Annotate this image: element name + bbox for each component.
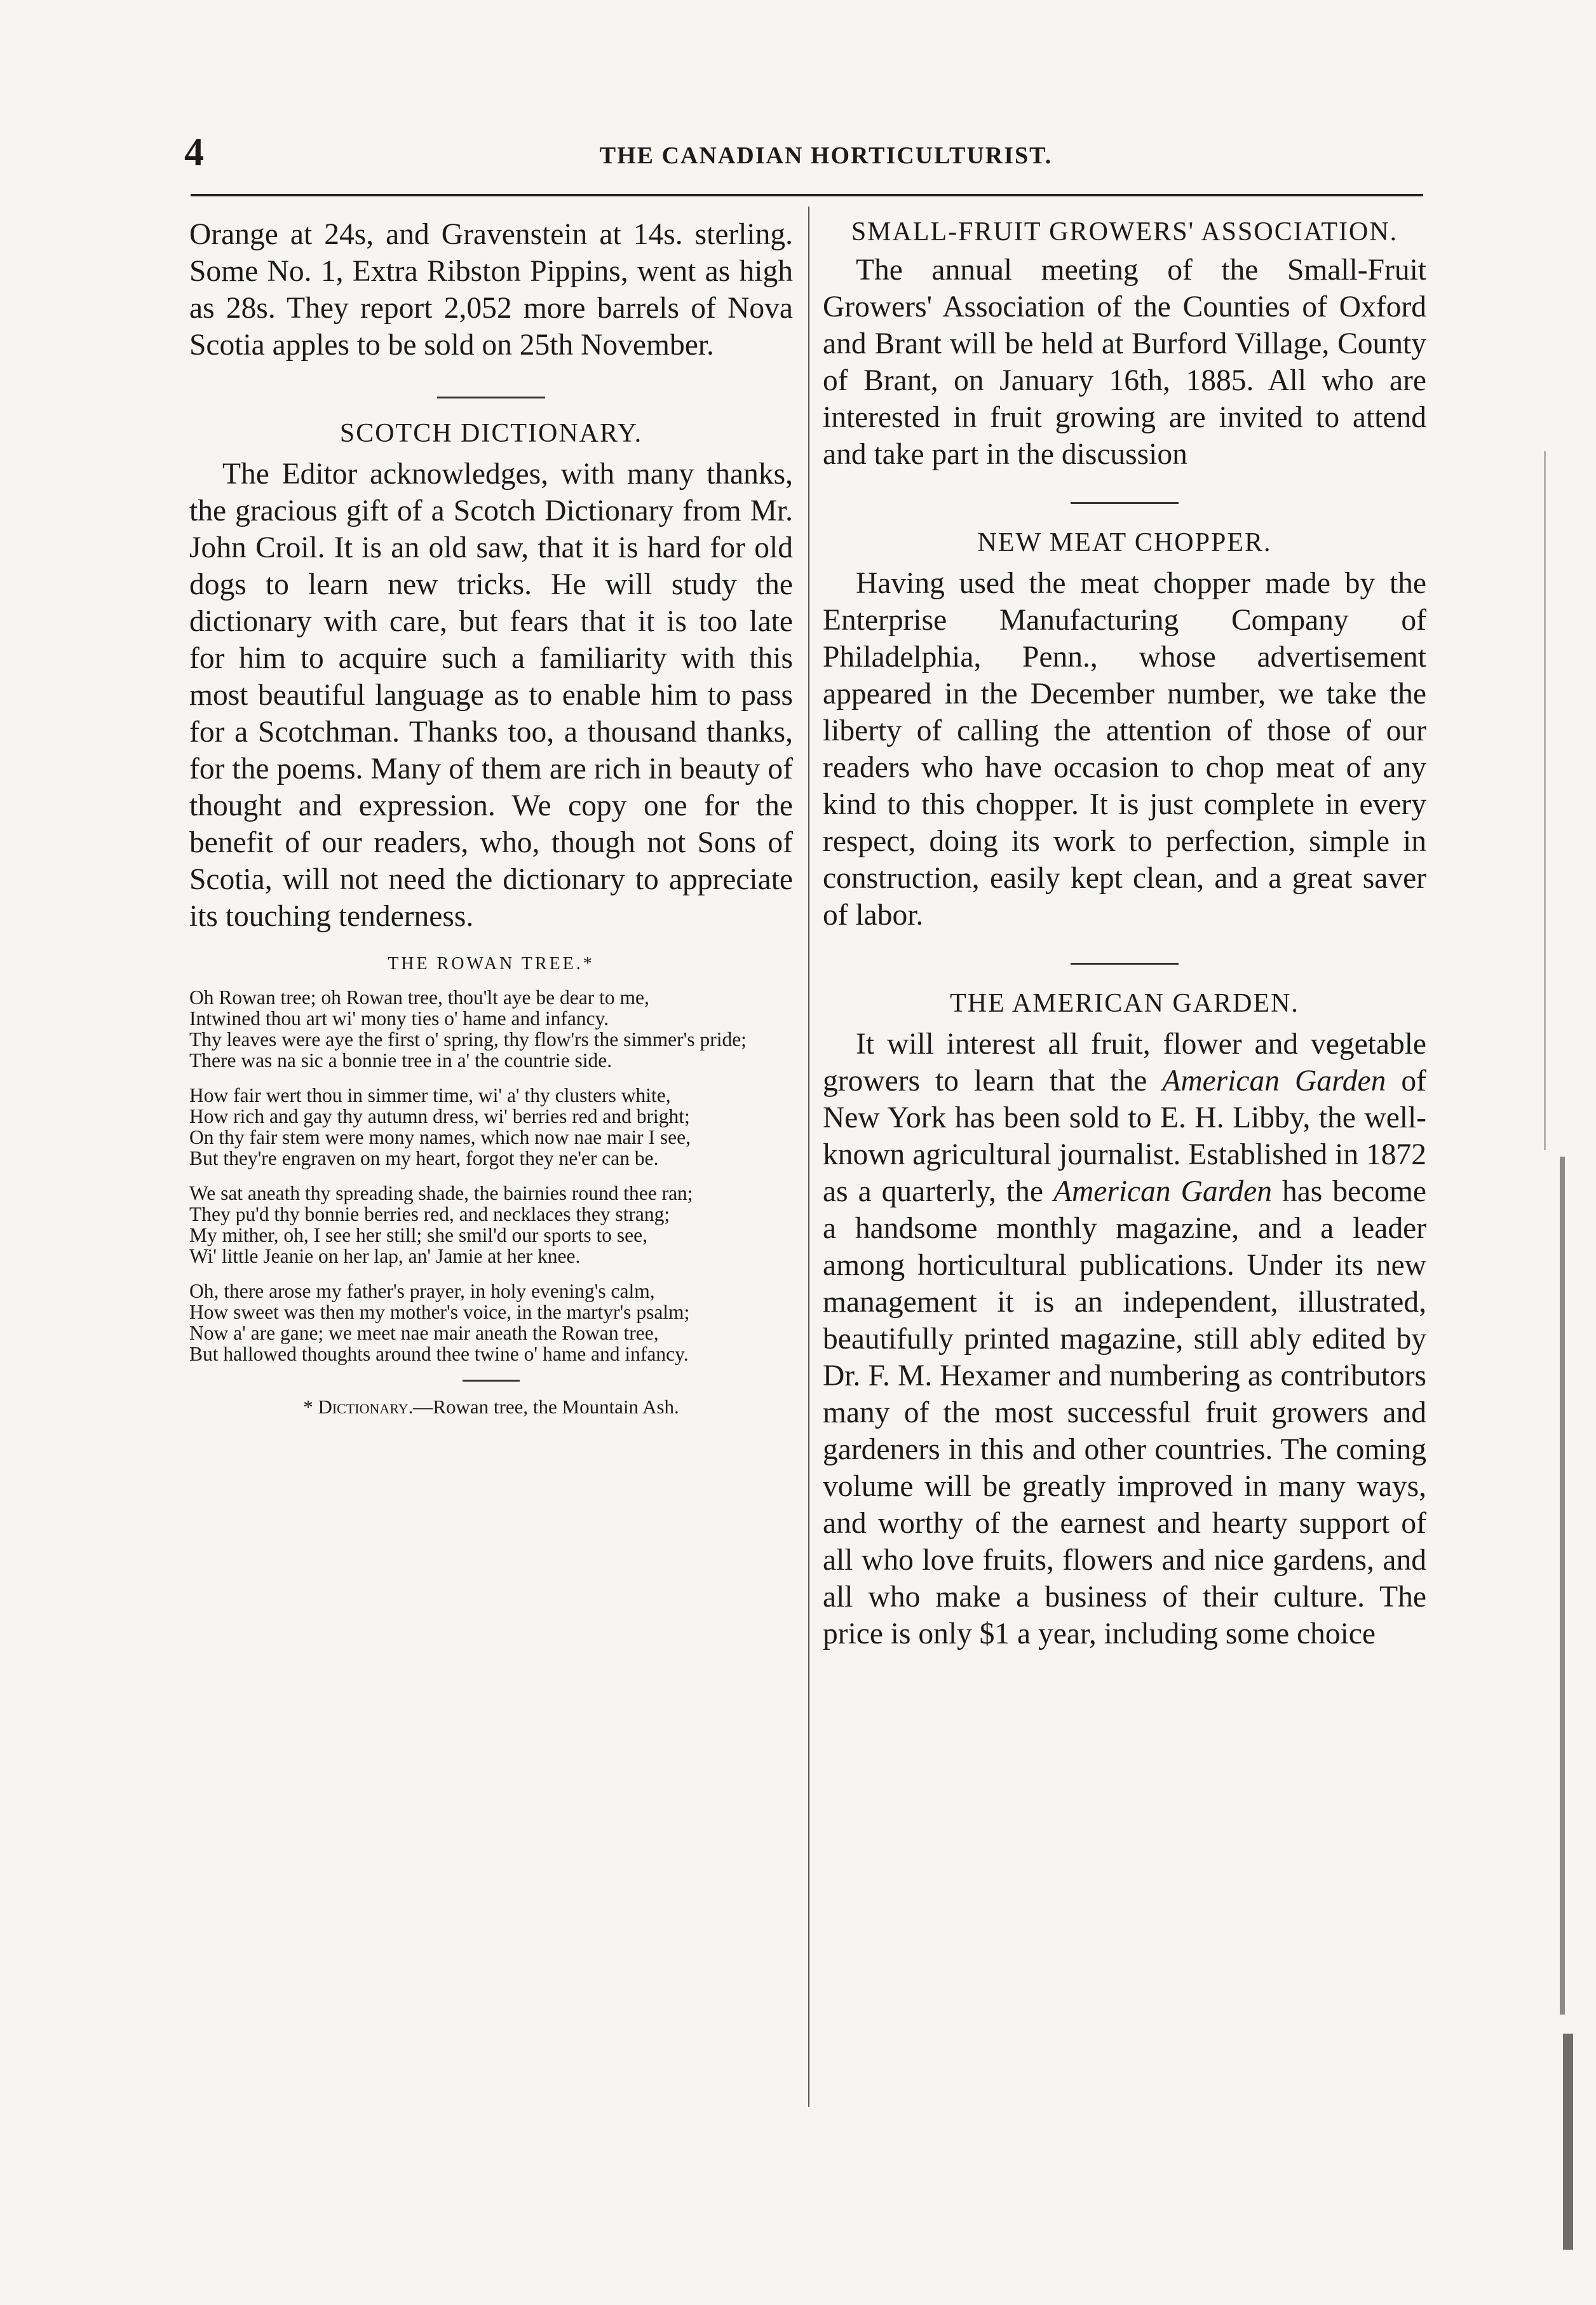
poem-separator [463,1380,520,1382]
poem [189,954,793,1418]
poem-verse: On thy fair stem were mony names, which now nae mair I see, [189,1126,691,1148]
footnote-text: —Rowan tree, the Mountain Ash. [413,1396,679,1418]
poem-verse: How fair wert thou in simmer time, wi' a' thy clusters white, [189,1084,671,1106]
left-column [189,216,793,1418]
poem-verse: Now a' are gane; we meet nae mair aneath the Rowan tree, [189,1322,659,1344]
poem-verse: Intwined thou art wi' mony ties o' hame and infancy. [189,1007,609,1030]
american-garden-text: has become a handsome monthly magazine, and a leader among horticultural publications. Under its new management it is an independent, illustrated, beautifully printed magazine, still ably edited by Dr. F. M. Hexamer and numbering as contributors many of the most successful fruit growers and gardeners in this and other countries. The coming volume will be greatly improved in many ways, and worthy of the earnest and hearty support of all who love fruits, flowers and nice gardens, and all who make a business of their culture. The price is only $1 a year, including some choice [823,1175,1426,1650]
poem-verse: They pu'd thy bonnie berries red, and necklaces they strang; [189,1203,670,1225]
scotch-dictionary-body: The Editor acknowledges, with many thanks, the gracious gift of a Scotch Dictionary from Mr. John Croil. It is an old saw, that it is hard for old dogs to learn new tricks. He will study the dictionary with care, but fears that it is too late for him to acquire such a familiarity with this most beautiful language as to enable him to pass for a Scotchman. Thanks too, a thousand thanks, for the poems. Many of them are rich in beauty of thought and expression. We copy one for the benefit of our readers, who, though not Sons of Scotia, will not need the dictionary to appreciate its touching tenderness. [189,458,793,933]
small-fruit-body: The annual meeting of the Small-Fruit Growers' Association of the Counties of Oxford and Brant will be held at Burford Village, County of Brant, on January 16th, 1885. All who are interested in fruit growing are invited to attend and take part in the discussion [823,254,1426,471]
poem-verse: My mither, oh, I see her still; she smil'd our sports to see, [189,1224,647,1246]
section-separator [1071,502,1179,504]
poem-verse: Oh, there arose my father's prayer, in holy evening's calm, [189,1280,655,1302]
right-column [823,216,1426,1652]
poem-verse: But hallowed thoughts around thee twine o' hame and infancy. [189,1343,689,1365]
poem-footnote [189,1396,793,1418]
poem-verse: We sat aneath thy spreading shade, the bairnies round thee ran; [189,1182,693,1204]
poem-verse: How sweet was then my mother's voice, in the martyr's psalm; [189,1301,690,1323]
footnote-term: Dictionary. [318,1396,414,1418]
meat-chopper-body: Having used the meat chopper made by the Enterprise Manufacturing Company of Philadelphia, Penn., whose advertisement appeared in the December number, we take the liberty of calling the attention of those of our readers who have occasion to chop meat of any kind to this chopper. It is just complete in every respect, doing its work to perfection, simple in construction, easily kept clean, and a great saver of labor. [823,567,1426,932]
poem-stanza [189,1281,793,1364]
column-divider [808,207,809,2107]
poem-verse: There was na sic a bonnie tree in a' the countrie side. [189,1049,612,1071]
poem-verse: Wi' little Jeanie on her lap, an' Jamie at her knee. [189,1245,581,1267]
footnote-mark: * [303,1396,318,1418]
running-title: THE CANADIAN HORTICULTURIST. [599,142,1053,169]
header-rule [191,194,1423,196]
poem-title: THE ROWAN TREE.* [388,954,595,974]
page-header [184,130,1430,175]
poem-verse: Thy leaves were aye the first o' spring, thy flow'rs the simmer's pride; [189,1028,747,1051]
poem-verse: How rich and gay thy autumn dress, wi' berries red and bright; [189,1105,690,1127]
american-garden-heading: THE AMERICAN GARDEN. [950,989,1299,1018]
publication-title: American Garden [1053,1175,1272,1208]
poem-stanza [189,1183,793,1267]
page-number: 4 [184,131,204,174]
publication-title: American Garden [1162,1064,1386,1098]
poem-stanza [189,1085,793,1169]
scan-edge-mark [1563,2034,1573,2250]
meat-chopper-heading: NEW MEAT CHOPPER. [977,528,1272,557]
section-separator [1071,963,1179,965]
scotch-dictionary-heading: SCOTCH DICTIONARY. [339,419,643,448]
scan-edge-mark [1560,1157,1565,2015]
scan-edge-mark [1544,451,1546,1150]
section-separator [437,397,545,398]
american-garden-text: It will interest all fruit, flower and vegetable growers to learn that the [823,1028,1426,1098]
poem-verse: Oh Rowan tree; oh Rowan tree, thou'lt aye be dear to me, [189,986,649,1009]
small-fruit-heading: SMALL-FRUIT GROWERS' ASSOCIATION. [851,217,1398,247]
american-garden-text: of New York has been sold to E. H. Libby, the well-known agricultural journalist. Established in 1872 as a quarterly, the [823,1064,1426,1208]
poem-stanza [189,987,793,1071]
american-garden-body [823,1026,1426,1652]
poem-verse: But they're engraven on my heart, forgot they ne'er can be. [189,1147,659,1169]
continued-paragraph: Orange at 24s, and Gravenstein at 14s. sterling. Some No. 1, Extra Ribston Pippins, went as high as 28s. They report 2,052 more barrels of Nova Scotia apples to be sold on 25th November. [189,218,793,362]
